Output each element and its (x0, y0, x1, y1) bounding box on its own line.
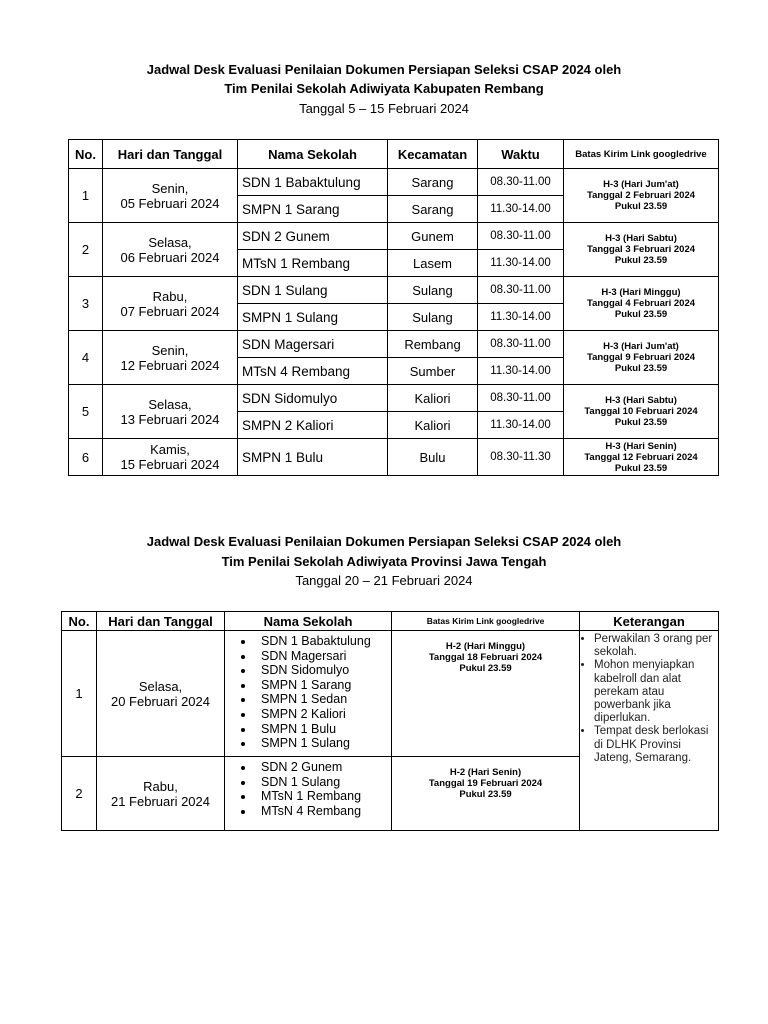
row-number: 1 (62, 631, 97, 757)
row-number: 2 (62, 757, 97, 831)
day-date-cell (103, 169, 238, 223)
district: Sulang (388, 277, 478, 304)
deadline-date: Tanggal 10 Februari 2024 (584, 406, 698, 417)
deadline-time: Pukul 23.59 (614, 417, 668, 428)
time-slot: 08.30-11.00 (478, 169, 564, 196)
school-name: SDN 2 Gunem (238, 223, 388, 250)
header-deadline: Batas Kirim Link googledrive (564, 140, 719, 169)
school-name: SDN 1 Sulang (238, 277, 388, 304)
day-name: Senin, (151, 342, 189, 358)
deadline-day: H-2 (Hari Senin) (449, 767, 522, 778)
district: Sarang (388, 169, 478, 196)
table-row (69, 331, 719, 358)
deadline-date: Tanggal 4 Februari 2024 (586, 298, 696, 309)
date-text: 15 Februari 2024 (120, 457, 220, 472)
list-item: • SMPN 1 Sarang (255, 678, 391, 693)
table-row (69, 439, 719, 476)
school-name: SMPN 2 Kaliori (238, 412, 388, 439)
day-name: Senin, (151, 180, 189, 196)
deadline-date: Tanggal 9 Februari 2024 (586, 352, 696, 363)
schedule-table-kabupaten (68, 139, 719, 476)
school-list (225, 634, 391, 751)
day-date-cell (103, 331, 238, 385)
deadline-cell (564, 439, 719, 476)
date-text: 21 Februari 2024 (110, 793, 210, 809)
list-item: • SDN Magersari (255, 649, 391, 664)
deadline-date: Tanggal 2 Februari 2024 (586, 190, 696, 201)
day-name: Rabu, (143, 778, 178, 794)
day-date-cell (103, 439, 238, 476)
deadline-date: Tanggal 12 Februari 2024 (584, 451, 698, 463)
date-text: 07 Februari 2024 (120, 303, 220, 319)
time-slot: 08.30-11.00 (478, 223, 564, 250)
time-slot: 08.30-11.00 (478, 331, 564, 358)
district: Bulu (388, 439, 478, 476)
deadline-time: Pukul 23.59 (459, 663, 512, 674)
district: Gunem (388, 223, 478, 250)
schedule-2-date-range: Tanggal 20 – 21 Februari 2024 (295, 573, 473, 588)
day-date-cell (103, 223, 238, 277)
deadline-cell (564, 223, 719, 277)
school-name: SDN 1 Babaktulung (238, 169, 388, 196)
deadline-cell (564, 277, 719, 331)
list-item: • MTsN 1 Rembang (255, 789, 391, 804)
time-slot: 11.30-14.00 (478, 358, 564, 385)
table-row (69, 223, 719, 250)
header-day-date: Hari dan Tanggal (97, 612, 225, 631)
table-row (62, 631, 719, 757)
school-name: MTsN 1 Rembang (238, 250, 388, 277)
school-name: SDN Sidomulyo (238, 385, 388, 412)
date-text: 05 Februari 2024 (120, 195, 220, 211)
schedule-table-provinsi (61, 611, 719, 831)
time-slot: 11.30-14.00 (478, 412, 564, 439)
deadline-time: Pukul 23.59 (614, 363, 668, 374)
deadline-day: H-3 (Hari Sabtu) (605, 233, 677, 244)
deadline-time: Pukul 23.59 (614, 309, 668, 320)
schedule-1-date-range: Tanggal 5 – 15 Februari 2024 (299, 101, 469, 116)
school-name: SDN Magersari (238, 331, 388, 358)
list-item: • SMPN 2 Kaliori (255, 707, 391, 722)
list-item: • MTsN 4 Rembang (255, 804, 391, 819)
day-date-cell (103, 277, 238, 331)
deadline-date: Tanggal 19 Februari 2024 (428, 778, 543, 789)
list-item: • SDN Sidomulyo (255, 663, 391, 678)
row-number: 5 (69, 385, 103, 439)
deadline-cell (564, 331, 719, 385)
district: Kaliori (388, 412, 478, 439)
time-slot: 11.30-14.00 (478, 250, 564, 277)
table-header-row (62, 612, 719, 631)
header-district: Kecamatan (388, 140, 478, 169)
header-notes: Keterangan (580, 612, 719, 631)
deadline-time: Pukul 23.59 (459, 789, 512, 800)
row-number: 4 (69, 331, 103, 385)
date-text: 20 Februari 2024 (110, 693, 210, 709)
day-name: Selasa, (148, 396, 192, 412)
day-name: Selasa, (138, 678, 183, 694)
table-header-row (69, 140, 719, 169)
time-slot: 08.30-11.00 (478, 277, 564, 304)
schedule-1-title-line-1: Jadwal Desk Evaluasi Penilaian Dokumen Persiapan Seleksi CSAP 2024 oleh (146, 62, 622, 77)
day-date-cell (97, 757, 225, 831)
day-name: Selasa, (148, 234, 192, 250)
table-row (69, 385, 719, 412)
school-list (225, 760, 391, 818)
row-number: 1 (69, 169, 103, 223)
district: Rembang (388, 331, 478, 358)
deadline-cell (392, 757, 580, 831)
deadline-cell (564, 169, 719, 223)
school-name: SMPN 1 Bulu (238, 439, 388, 476)
district: Kaliori (388, 385, 478, 412)
day-date-cell (103, 385, 238, 439)
deadline-time: Pukul 23.59 (614, 255, 668, 266)
table-row (69, 277, 719, 304)
notes-list (580, 633, 718, 765)
note-item: • Tempat desk berlokasi di DLHK Provinsi Jateng, Semarang. (594, 725, 718, 765)
deadline-time: Pukul 23.59 (614, 462, 668, 474)
deadline-date: Tanggal 3 Februari 2024 (586, 244, 696, 255)
deadline-day: H-3 (Hari Jum'at) (603, 341, 679, 352)
school-name: SMPN 1 Sulang (238, 304, 388, 331)
list-item: • SMPN 1 Sulang (255, 736, 391, 751)
header-deadline: Batas Kirim Link googledrive (392, 612, 580, 631)
deadline-time: Pukul 23.59 (614, 201, 668, 212)
deadline-date: Tanggal 18 Februari 2024 (428, 652, 543, 663)
note-item: • Mohon menyiapkan kabelroll dan alat perekam atau powerbank jika diperlukan. (594, 659, 718, 725)
day-date-cell (97, 631, 225, 757)
day-name: Rabu, (152, 288, 188, 304)
deadline-day: H-3 (Hari Senin) (605, 440, 677, 452)
date-text: 06 Februari 2024 (120, 249, 220, 265)
deadline-cell (392, 631, 580, 757)
school-name: MTsN 4 Rembang (238, 358, 388, 385)
district: Sarang (388, 196, 478, 223)
time-slot: 11.30-14.00 (478, 196, 564, 223)
district: Sulang (388, 304, 478, 331)
header-school-name: Nama Sekolah (225, 612, 392, 631)
list-item: • SMPN 1 Bulu (255, 722, 391, 737)
list-item: • SDN 1 Babaktulung (255, 634, 391, 649)
list-item: • SDN 2 Gunem (255, 760, 391, 775)
header-no: No. (69, 140, 103, 169)
row-number: 6 (69, 439, 103, 476)
date-text: 12 Februari 2024 (120, 357, 220, 373)
date-text: 13 Februari 2024 (120, 411, 220, 427)
schedule-1-title-line-2: Tim Penilai Sekolah Adiwiyata Kabupaten Rembang (224, 81, 544, 96)
time-slot: 08.30-11.00 (478, 385, 564, 412)
deadline-day: H-2 (Hari Minggu) (445, 641, 526, 652)
list-item: • SDN 1 Sulang (255, 775, 391, 790)
deadline-day: H-3 (Hari Jum'at) (603, 179, 679, 190)
header-time: Waktu (478, 140, 564, 169)
notes-cell (580, 631, 719, 831)
header-school-name: Nama Sekolah (238, 140, 388, 169)
header-day-date: Hari dan Tanggal (103, 140, 238, 169)
day-name: Kamis, (150, 442, 190, 457)
schedule-2-title-line-2: Tim Penilai Sekolah Adiwiyata Provinsi Jawa Tengah (221, 554, 547, 569)
deadline-cell (564, 385, 719, 439)
school-list-cell (225, 757, 392, 831)
district: Lasem (388, 250, 478, 277)
note-item: • Perwakilan 3 orang per sekolah. (594, 633, 718, 659)
deadline-day: H-3 (Hari Minggu) (601, 287, 681, 298)
deadline-day: H-3 (Hari Sabtu) (605, 395, 677, 406)
header-no: No. (62, 612, 97, 631)
district: Sumber (388, 358, 478, 385)
school-name: SMPN 1 Sarang (238, 196, 388, 223)
row-number: 2 (69, 223, 103, 277)
time-slot: 11.30-14.00 (478, 304, 564, 331)
table-row (69, 169, 719, 196)
time-slot: 08.30-11.30 (478, 439, 564, 476)
schedule-2-title-line-1: Jadwal Desk Evaluasi Penilaian Dokumen Persiapan Seleksi CSAP 2024 oleh (146, 534, 622, 549)
school-list-cell (225, 631, 392, 757)
row-number: 3 (69, 277, 103, 331)
list-item: • SMPN 1 Sedan (255, 692, 391, 707)
